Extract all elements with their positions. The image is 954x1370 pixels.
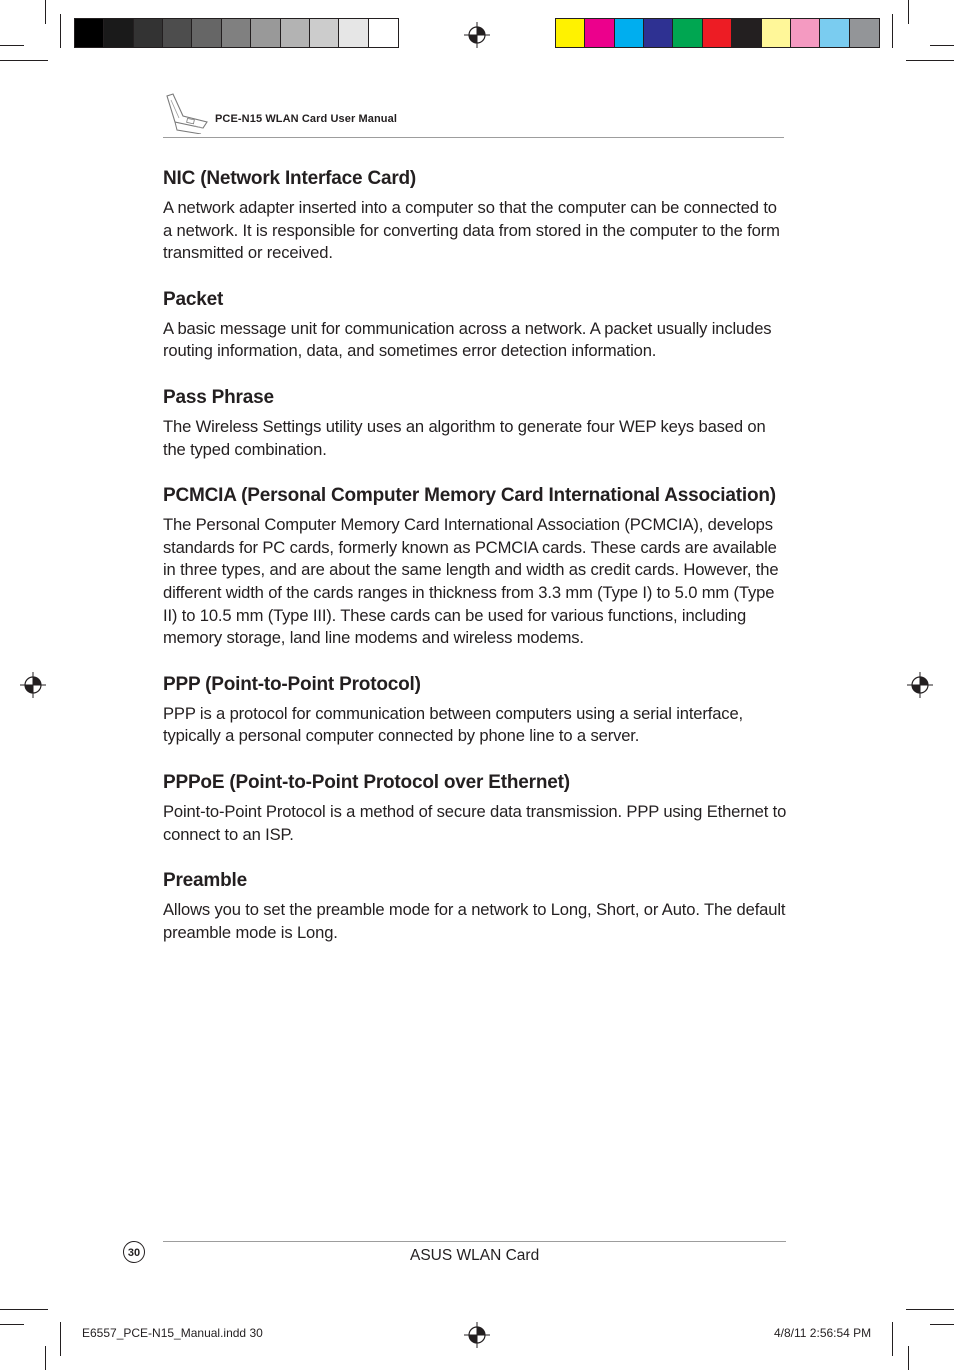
glossary-entry <box>163 386 788 461</box>
running-header-title: PCE-N15 WLAN Card User Manual <box>215 113 397 125</box>
crop-mark <box>0 1324 24 1325</box>
glossary-definition: Allows you to set the preamble mode for a network to Long, Short, or Auto. The default preamble mode is Long. <box>163 900 786 942</box>
crop-mark <box>60 1322 61 1356</box>
crop-mark <box>0 45 24 46</box>
color-swatch <box>163 19 192 47</box>
color-swatch <box>222 19 251 47</box>
glossary-definition: PPP is a protocol for communication between computers using a serial interface, typically a personal computer connected by phone line to a server. <box>163 703 743 746</box>
glossary-content <box>163 167 788 967</box>
glossary-entry <box>163 484 788 650</box>
glossary-entry <box>163 673 788 748</box>
crop-mark <box>906 1309 954 1310</box>
glossary-term: Packet <box>163 288 224 310</box>
page-number: 30 <box>123 1241 145 1263</box>
color-swatch <box>673 19 702 47</box>
color-swatch <box>585 19 614 47</box>
glossary-term: PCMCIA (Personal Computer Memory Card International Association) <box>163 485 776 507</box>
slug-file-info: E6557_PCE-N15_Manual.indd 30 <box>82 1326 263 1340</box>
color-swatch <box>104 19 133 47</box>
color-swatch <box>339 19 368 47</box>
color-swatch <box>762 19 791 47</box>
color-swatch <box>251 19 280 47</box>
color-swatch <box>644 19 673 47</box>
wlan-card-icon <box>163 92 209 134</box>
glossary-term: Preamble <box>163 870 247 892</box>
glossary-entry <box>163 167 788 265</box>
color-swatch <box>556 19 585 47</box>
crop-mark <box>45 1346 46 1370</box>
registration-mark-icon <box>464 1322 490 1348</box>
glossary-term: PPP (Point-to-Point Protocol) <box>163 673 421 695</box>
slug-date-info: 4/8/11 2:56:54 PM <box>774 1326 872 1340</box>
crop-mark <box>60 14 61 48</box>
grayscale-color-bar <box>74 18 399 48</box>
color-swatch <box>791 19 820 47</box>
registration-mark-icon <box>464 22 490 48</box>
color-swatch <box>310 19 339 47</box>
footer-title: ASUS WLAN Card <box>410 1247 540 1264</box>
crop-mark <box>892 14 893 48</box>
crop-mark <box>906 60 954 61</box>
registration-mark-icon <box>20 672 46 698</box>
color-swatch <box>369 19 398 47</box>
color-swatch <box>75 19 104 47</box>
glossary-entry <box>163 771 788 846</box>
color-swatch <box>192 19 221 47</box>
color-swatch <box>703 19 732 47</box>
glossary-definition: The Personal Computer Memory Card International Association (PCMCIA), develops standards for PC cards, formerly known as PCMCIA cards. These cards are available in three types, and are about the same length and width as credit cards. However, the different width of the cards ranges in thickness from 3.3 mm (Type I) to 5.0 mm (Type II) to 10.5 mm (Type III). These cards can be used for various functions, including memory storage, land line modems and wireless modems. <box>163 515 779 648</box>
glossary-term: PPPoE (Point-to-Point Protocol over Ethernet) <box>163 771 570 793</box>
glossary-definition: A basic message unit for communication across a network. A packet usually includes routing information, data, and sometimes error detection information. <box>163 318 772 361</box>
crop-mark <box>0 1309 48 1310</box>
crop-mark <box>908 1346 909 1370</box>
crop-mark <box>930 1324 954 1325</box>
crop-mark <box>930 45 954 46</box>
crop-mark <box>908 0 909 24</box>
crop-mark <box>0 60 48 61</box>
color-swatch <box>850 19 879 47</box>
crop-mark <box>45 0 46 24</box>
process-color-bar <box>555 18 880 48</box>
color-swatch <box>134 19 163 47</box>
glossary-term: Pass Phrase <box>163 386 274 408</box>
footer-divider <box>163 1241 786 1242</box>
color-swatch <box>732 19 761 47</box>
color-swatch <box>615 19 644 47</box>
crop-mark <box>892 1322 893 1356</box>
color-swatch <box>281 19 310 47</box>
glossary-entry <box>163 869 788 944</box>
glossary-term: NIC (Network Interface Card) <box>163 168 417 189</box>
glossary-definition: The Wireless Settings utility uses an algorithm to generate four WEP keys based on the typed combination. <box>163 416 766 459</box>
color-swatch <box>820 19 849 47</box>
glossary-definition: A network adapter inserted into a computer so that the computer can be connected to a network. It is responsible for converting data from stored in the computer to the form transmitted or received. <box>163 198 780 263</box>
header-divider <box>163 137 784 138</box>
glossary-entry <box>163 288 788 363</box>
glossary-definition: Point-to-Point Protocol is a method of secure data transmission. PPP using Ethernet to connect to an ISP. <box>163 801 787 844</box>
registration-mark-icon <box>907 672 933 698</box>
